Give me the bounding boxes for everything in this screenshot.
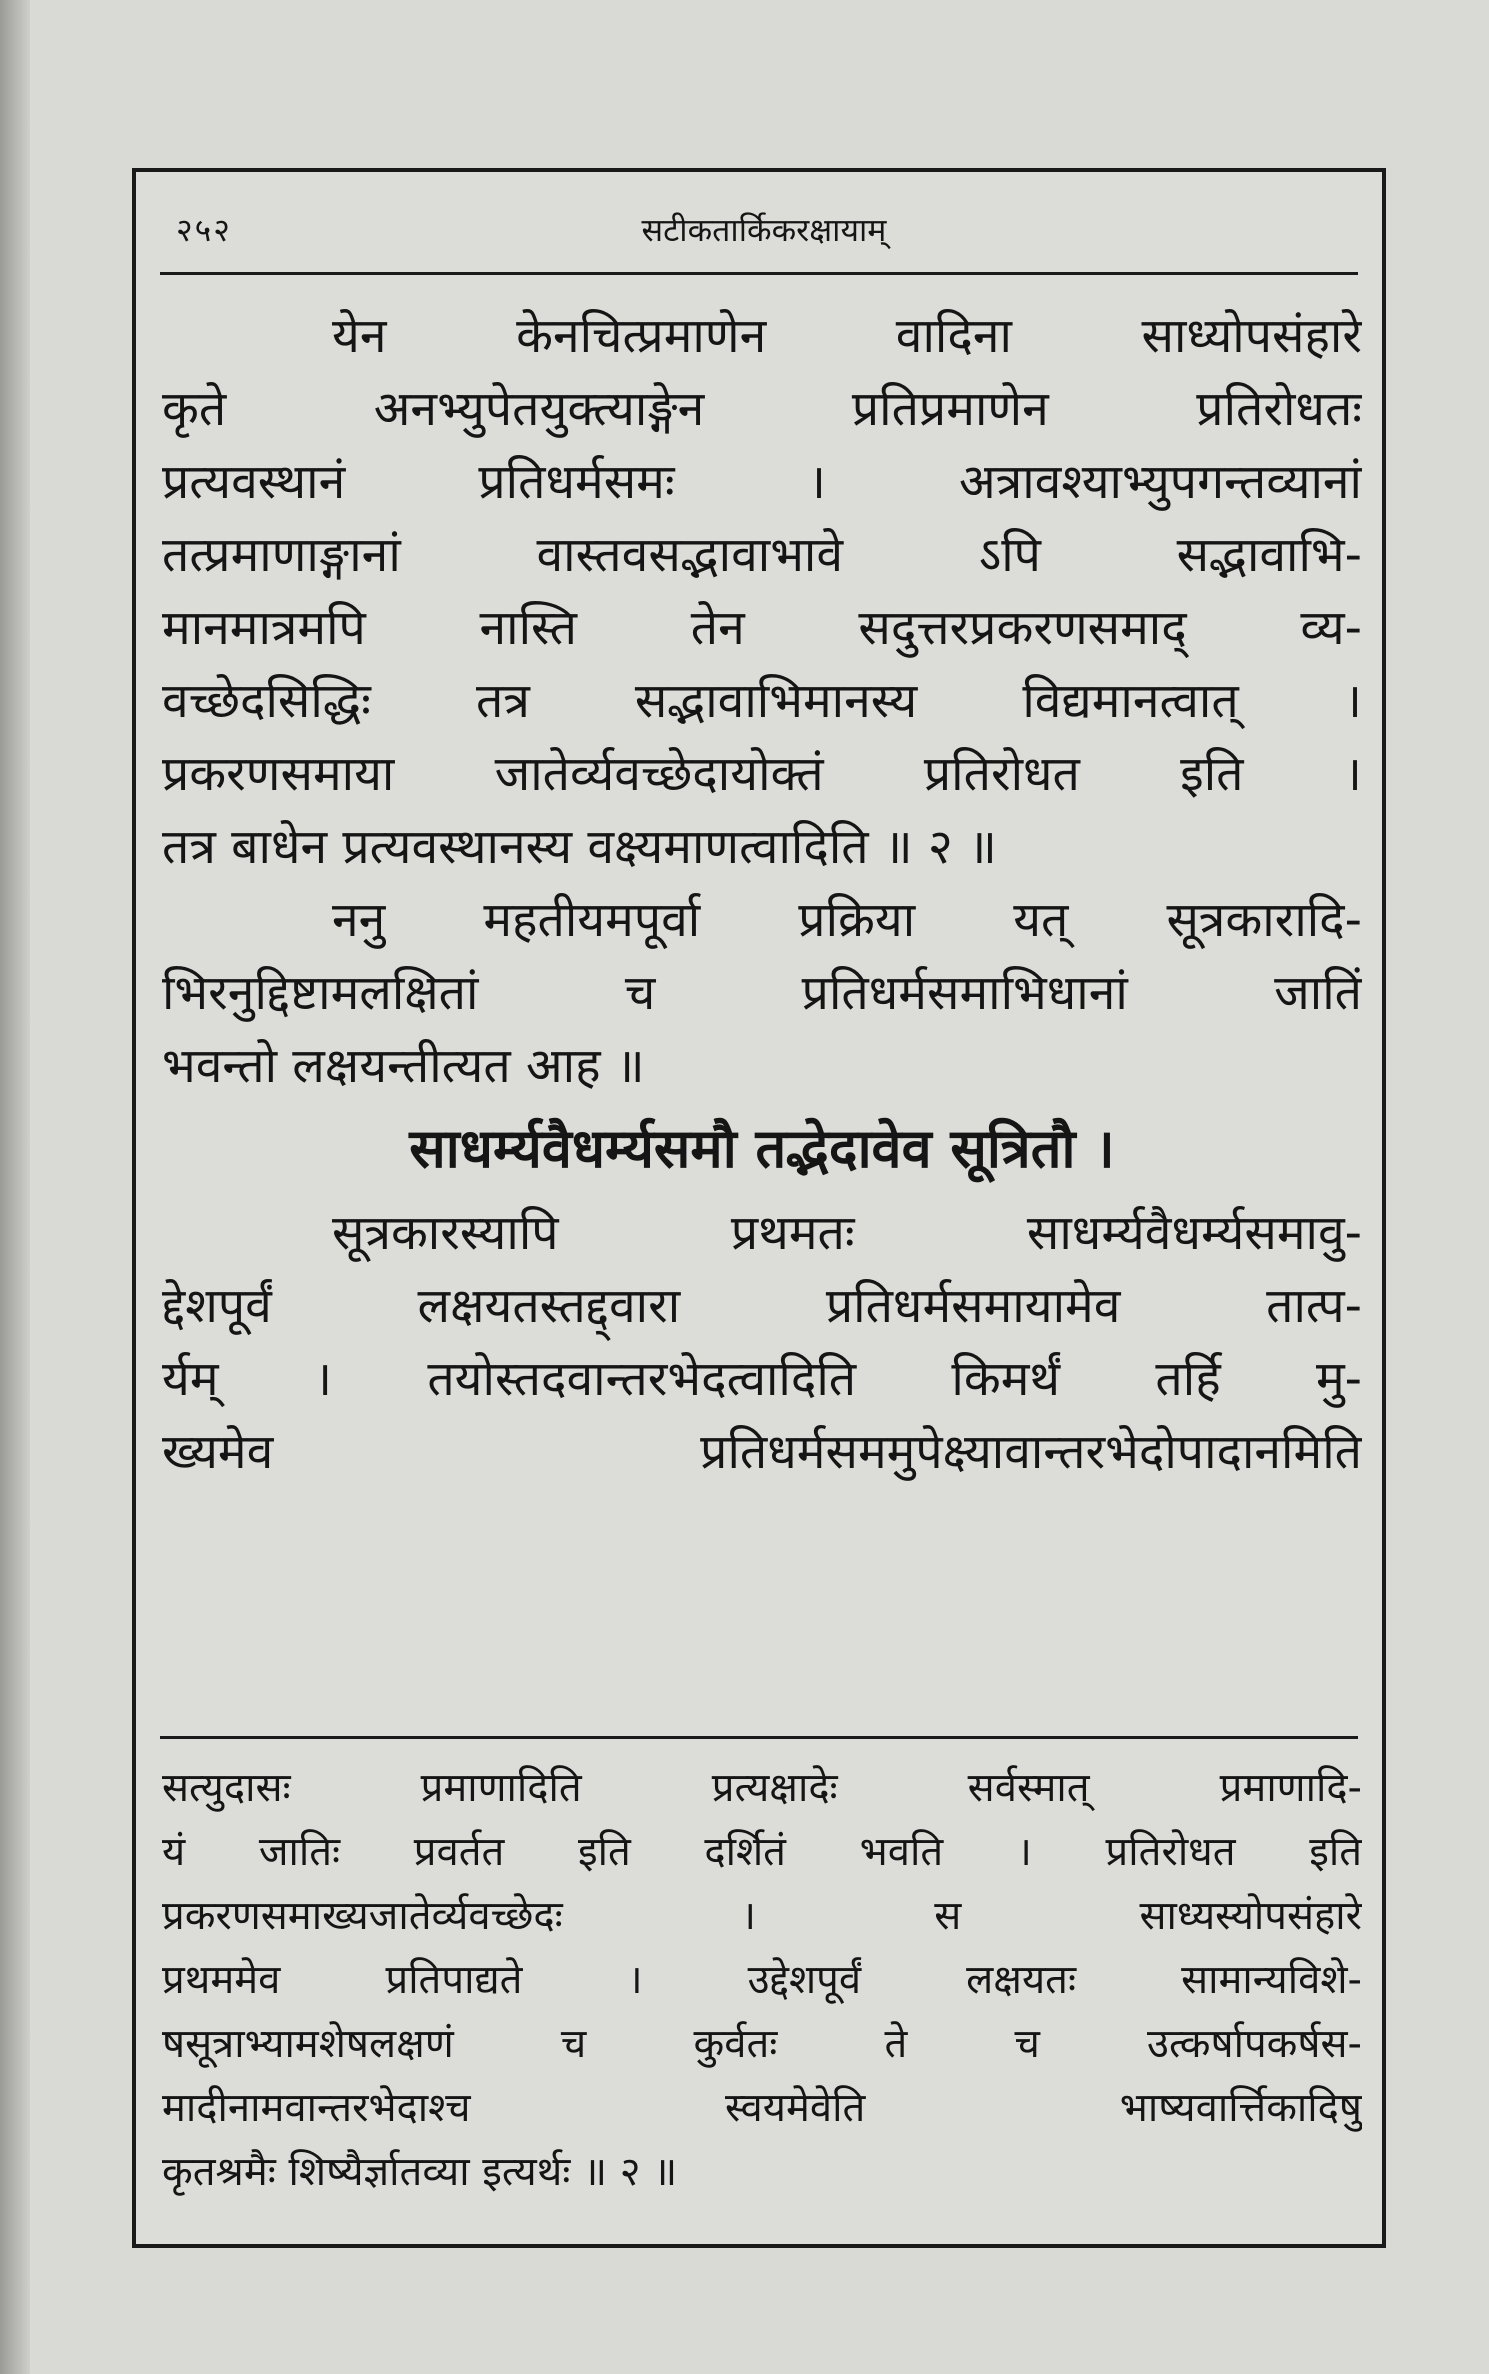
page-number: २५२ <box>176 211 232 249</box>
main-text <box>162 300 1362 1489</box>
running-title: सटीकतार्किकरक्षायाम् <box>641 211 887 249</box>
main-line: कृते अनभ्युपेतयुक्त्याङ्गेन प्रतिप्रमाणेन प्रतिरोधतः <box>162 381 1362 437</box>
main-line: वच्छेदसिद्धिः तत्र सद्भावाभिमानस्य विद्यमानत्वात् । <box>162 673 1362 729</box>
footnote-rule <box>160 1736 1358 1739</box>
main-line: तत्र बाधेन प्रत्यवस्थानस्य वक्ष्यमाणत्वादिति ॥ २ ॥ <box>162 819 997 875</box>
footnote-line: मादीनामवान्तरभेदाश्च स्वयमेवेति भाष्यवार्त्तिकादिषु <box>162 2085 1362 2131</box>
main-line: द्देशपूर्वं लक्षयतस्तद्द्वारा प्रतिधर्मसमायामेव तात्प- <box>162 1278 1362 1334</box>
main-line: तत्प्रमाणाङ्गानां वास्तवसद्भावाभावे ऽपि सद्भावाभि- <box>162 527 1362 583</box>
main-line: भवन्तो लक्षयन्तीत्यत आह ॥ <box>162 1038 645 1094</box>
main-line: ख्यमेव प्रतिधर्मसममुपेक्ष्यावान्तरभेदोपादानमिति <box>162 1424 1362 1480</box>
footnote-line: प्रकरणसमाख्यजातेर्व्यवच्छेदः । स साध्यस्योपसंहारे <box>162 1893 1362 1939</box>
footnote <box>162 1756 1362 2204</box>
main-line: मानमात्रमपि नास्ति तेन सदुत्तरप्रकरणसमाद् व्य- <box>162 600 1362 656</box>
page-frame <box>132 168 1386 2248</box>
main-line: प्रकरणसमाया जातेर्व्यवच्छेदायोक्तं प्रतिरोधत इति । <box>162 746 1362 802</box>
page-gutter-shadow <box>0 0 30 2374</box>
footnote-line: सत्युदासः प्रमाणादिति प्रत्यक्षादेः सर्वस्मात् प्रमाणादि- <box>162 1765 1362 1811</box>
main-line: सूत्रकारस्यापि प्रथमतः साधर्म्यवैधर्म्यसमावु- <box>332 1205 1362 1261</box>
page-header <box>176 208 1352 252</box>
footnote-line: प्रथममेव प्रतिपाद्यते । उद्देशपूर्वं लक्षयतः सामान्यविशे- <box>162 1957 1362 2003</box>
footnote-line: कृतश्रमैः शिष्यैर्ज्ञातव्या इत्यर्थः ॥ २ ॥ <box>162 2149 678 2195</box>
main-line: र्यम् । तयोस्तदवान्तरभेदत्वादिति किमर्थं तर्हि मु- <box>162 1351 1362 1407</box>
main-line: ननु महतीयमपूर्वा प्रक्रिया यत् सूत्रकारादि- <box>332 892 1362 948</box>
main-line: भिरनुद्दिष्टामलक्षितां च प्रतिधर्मसमाभिधानां जातिं <box>162 965 1362 1021</box>
main-line: प्रत्यवस्थानं प्रतिधर्मसमः । अत्रावश्याभ्युपगन्तव्यानां <box>162 454 1362 510</box>
footnote-line: यं जातिः प्रवर्तत इति दर्शितं भवति । प्रतिरोधत इति <box>162 1829 1362 1875</box>
sutra-verse: साधर्म्यवैधर्म्यसमौ तद्भेदावेव सूत्रितौ । <box>409 1117 1115 1180</box>
header-rule <box>160 272 1358 275</box>
main-line: येन केनचित्प्रमाणेन वादिना साध्योपसंहारे <box>332 308 1362 364</box>
footnote-line: षसूत्राभ्यामशेषलक्षणं च कुर्वतः ते च उत्कर्षापकर्षस- <box>162 2021 1362 2067</box>
